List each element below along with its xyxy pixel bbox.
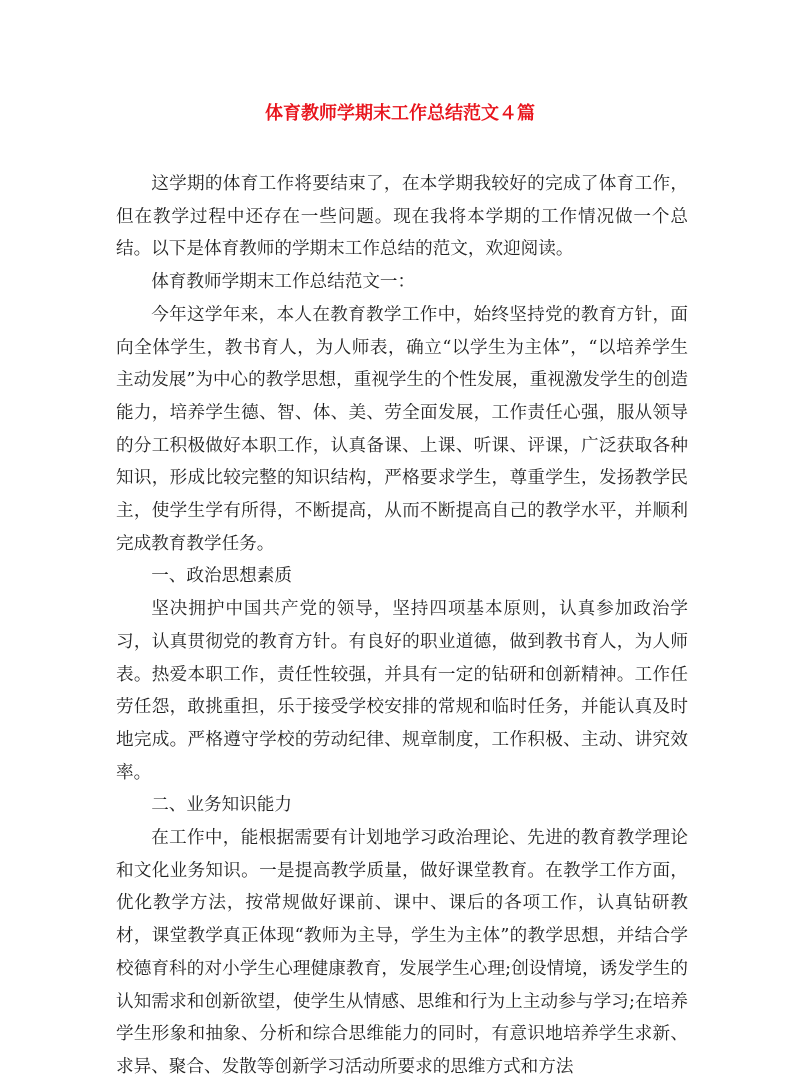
sample-heading: 体育教师学期末工作总结范文一： <box>151 272 416 293</box>
section-heading: 一、政治思想素质 <box>151 566 292 587</box>
intro-paragraph: 这学期的体育工作将要结束了，在本学期我较好的完成了体育工作，但在教学过程中还存在一些问题。现在我将本学期的工作情况做一个总结。以下是体育教师的学期末工作总结的范文，欢迎阅读。 <box>116 174 688 260</box>
section-heading: 二、业务知识能力 <box>151 795 292 816</box>
document-title: 体育教师学期末工作总结范文４篇 <box>265 103 535 124</box>
document-body <box>116 168 688 1084</box>
body-paragraph: 坚决拥护中国共产党的领导，坚持四项基本原则，认真参加政治学习，认真贯彻党的教育方针。有良好的职业道德，做到教书育人，为人师表。热爱本职工作，责任性较强，并具有一定的钻研和创新精神。工作任劳任怨，敢挑重担，乐于接受学校安排的常规和临时任务，并能认真及时地完成。严格遵守学校的劳动纪律、规章制度，工作积极、主动、讲究效率。 <box>116 599 688 783</box>
body-paragraph: 今年这学年来，本人在教育教学工作中，始终坚持党的教育方针，面向全体学生，教书育人，为人师表，确立“以学生为主体”，“以培养学生主动发展”为中心的教学思想，重视学生的个性发展，重视激发学生的创造能力，培养学生德、智、体、美、劳全面发展，工作责任心强，服从领导的分工积极做好本职工作，认真备课、上课、听课、评课，广泛获取各种知识，形成比较完整的知识结构，严格要求学生，尊重学生，发扬教学民主，使学生学有所得，不断提高，从而不断提高自己的教学水平，并顺利完成教育教学任务。 <box>116 304 688 554</box>
body-paragraph: 在工作中，能根据需要有计划地学习政治理论、先进的教育教学理论和文化业务知识。一是提高教学质量，做好课堂教育。在教学工作方面，优化教学方法，按常规做好课前、课中、课后的各项工作，认真钻研教材，课堂教学真正体现“教师为主导，学生为主体”的教学思想，并结合学校德育科的对小学生心理健康教育，发展学生心理;创设情境，诱发学生的认知需求和创新欲望，使学生从情感、思维和行为上主动参与学习;在培养学生形象和抽象、分析和综合思维能力的同时，有意识地培养学生求新、求异、聚合、发散等创新学习活动所要求的思维方式和方法 <box>116 828 688 1077</box>
